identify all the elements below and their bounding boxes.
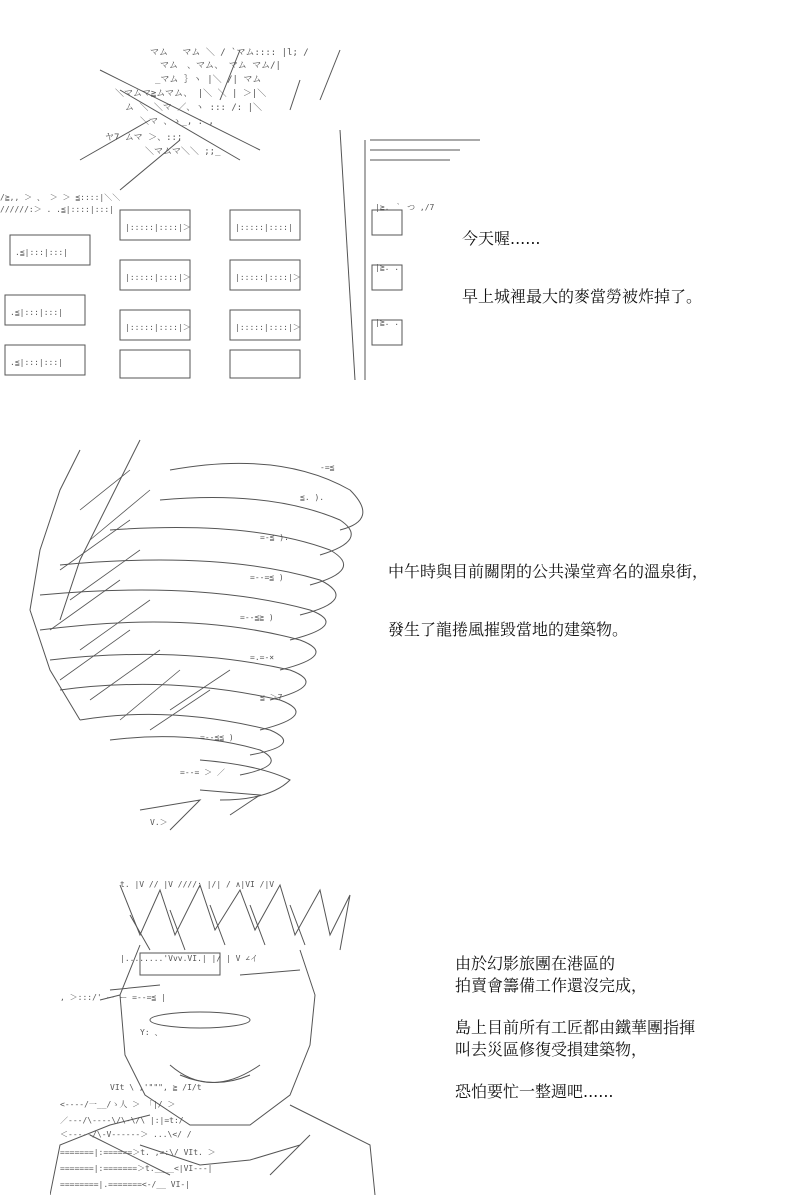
building-facades xyxy=(5,130,480,380)
svg-text:, ＞:::/' ー ー =--=≦ |: , ＞:::/' ー ー =--=≦ | xyxy=(60,993,166,1002)
svg-text:========|.=======<-/__ VI-|: ========|.=======<-/__ VI-| xyxy=(60,1180,191,1189)
svg-text:Y: 、: Y: 、 xyxy=(140,1028,163,1037)
svg-text:ヤ7 ムマ ＞、::;: ヤ7 ムマ ＞、::; xyxy=(105,133,183,143)
svg-text:|≧. ｀ つ ,/7: |≧. ｀ つ ,/7 xyxy=(375,203,435,212)
svg-text:.≦|:::|:::|: .≦|:::|:::| xyxy=(10,308,63,317)
svg-text:_マム ｝ヽ |＼ /| マム: _マム ｝ヽ |＼ /| マム xyxy=(155,75,262,85)
svg-text:.≦|:::|:::|: .≦|:::|:::| xyxy=(10,358,63,367)
svg-text:=--≦≦ ): =--≦≦ ) xyxy=(200,733,234,742)
caption-block-2 xyxy=(388,561,708,641)
caption-line: 叫去災區修復受損建築物， xyxy=(455,1040,648,1059)
caption-line: 發生了龍捲風摧毀當地的建築物。 xyxy=(388,620,629,639)
svg-text:=--=≦ ): =--=≦ ) xyxy=(250,573,284,582)
city-buildings-art xyxy=(0,40,480,380)
svg-text:=-≦ ).: =-≦ ). xyxy=(260,533,289,542)
caption-line: 早上城裡最大的麥當勞被炸掉了。 xyxy=(462,287,703,306)
svg-text:/≧,, ＞ 、 ＞ ＞ ≦::::|＼＼: /≧,, ＞ 、 ＞ ＞ ≦::::|＼＼ xyxy=(0,193,121,202)
svg-text:|≧. .: |≧. . xyxy=(375,318,400,327)
svg-text:＼マ 、ゝ_, : ,: ＼マ 、ゝ_, : , xyxy=(140,117,214,127)
svg-text:＼マムマ≧ムマム、 |＼ ＼ | ＞|＼: ＼マムマ≧ムマム、 |＼ ＼ | ＞|＼ xyxy=(115,89,267,99)
tornado-art xyxy=(20,430,390,840)
svg-text://////:＞ . .≦|::::|:::|: //////:＞ . .≦|::::|:::| xyxy=(0,205,114,214)
caption-line: 今天喔...... xyxy=(462,229,541,248)
svg-text:VIt \ ,'""", ≧ /I/t: VIt \ ,'""", ≧ /I/t xyxy=(110,1083,202,1092)
spiky-hair-lines xyxy=(120,885,350,950)
caption-block-3 xyxy=(455,953,695,1103)
svg-text:マム マム ＼ / `マム:::: |l; /: マム マム ＼ / `マム:::: |l; / xyxy=(150,48,309,58)
svg-text:=--≦≧ ): =--≦≧ ) xyxy=(240,613,274,622)
svg-text:|:::::|::::|＞: |:::::|::::|＞ xyxy=(125,273,191,282)
caption-line: 拍賣會籌備工作還沒完成， xyxy=(455,976,648,995)
panel-city xyxy=(0,0,800,400)
svg-text:=.=-×: =.=-× xyxy=(250,653,275,662)
svg-text:＼マムマ＼＼ ;;_: ＼マムマ＼＼ ;;_ xyxy=(145,147,221,157)
panel-character xyxy=(0,860,800,1200)
caption-line: 中午時與目前關閉的公共澡堂齊名的溫泉街， xyxy=(388,562,709,581)
svg-text:=--= ＞ ／: =--= ＞ ／ xyxy=(180,768,225,777)
caption-line: 島上目前所有工匠都由鐵華團指揮 xyxy=(455,1018,696,1037)
svg-text:V.＞: V.＞ xyxy=(150,818,168,827)
svg-text:|........'Vvv.VI.| |/ | V ∠イ: |........'Vvv.VI.| |/ | V ∠イ xyxy=(120,954,259,963)
svg-text:<----/一__/ゝ人 ＞ 「|/ ＞: <----/一__/ゝ人 ＞ 「|/ ＞ xyxy=(60,1100,176,1109)
svg-text:|:::::|::::|＞: |:::::|::::|＞ xyxy=(235,323,301,332)
panel-tornado xyxy=(0,420,800,840)
caption-line: 由於幻影旅團在港區的 xyxy=(455,954,616,973)
svg-text:|:::::|::::|＞: |:::::|::::|＞ xyxy=(125,223,191,232)
svg-text:.≦|:::|:::|: .≦|:::|:::| xyxy=(15,248,68,257)
svg-text:=======|:======＞t. ,=:\/ VIt.: =======|:======＞t. ,=:\/ VIt. ＞ xyxy=(60,1148,216,1157)
svg-text:=======|:=======＞t.____<|VI---: =======|:=======＞t.____<|VI---| xyxy=(60,1164,213,1173)
svg-text:|:::::|::::|＞: |:::::|::::|＞ xyxy=(125,323,191,332)
face-outline xyxy=(100,945,315,1125)
spiky-haired-character-art xyxy=(50,875,380,1195)
svg-text:|:::::|::::|: |:::::|::::| xyxy=(235,223,293,232)
svg-text:-=≦: -=≦ xyxy=(320,463,335,472)
svg-text:|≧. .: |≧. . xyxy=(375,263,400,272)
caption-line: 恐怕要忙一整週吧...... xyxy=(455,1082,614,1101)
svg-text:t. |V // |V ////; |/| / ∧|VI /: t. |V // |V ////; |/| / ∧|VI /|V xyxy=(120,880,275,889)
svg-text:|:::::|::::|＞: |:::::|::::|＞ xyxy=(235,273,301,282)
tornado-hatching xyxy=(50,470,230,730)
svg-text:≦. ).: ≦. ). xyxy=(300,493,325,502)
svg-text:ム ＼ ＼マ ／、ヽ ::: /: |＼: ム ＼ ＼マ ／、ヽ ::: /: |＼ xyxy=(125,103,263,113)
svg-text:／---/\----\/\-\/\ |:|=t:/: ／---/\----\/\-\/\ |:|=t:/ xyxy=(60,1116,184,1125)
svg-text:≦ ＞7: ≦ ＞7 xyxy=(260,693,283,702)
caption-block-1 xyxy=(462,228,702,308)
svg-text:＜-----/\-V------＞ ...\</ /: ＜-----/\-V------＞ ...\</ / xyxy=(60,1130,192,1139)
svg-text:マム 、マム、 マム マム/|: マム 、マム、 マム マム/| xyxy=(160,61,281,71)
